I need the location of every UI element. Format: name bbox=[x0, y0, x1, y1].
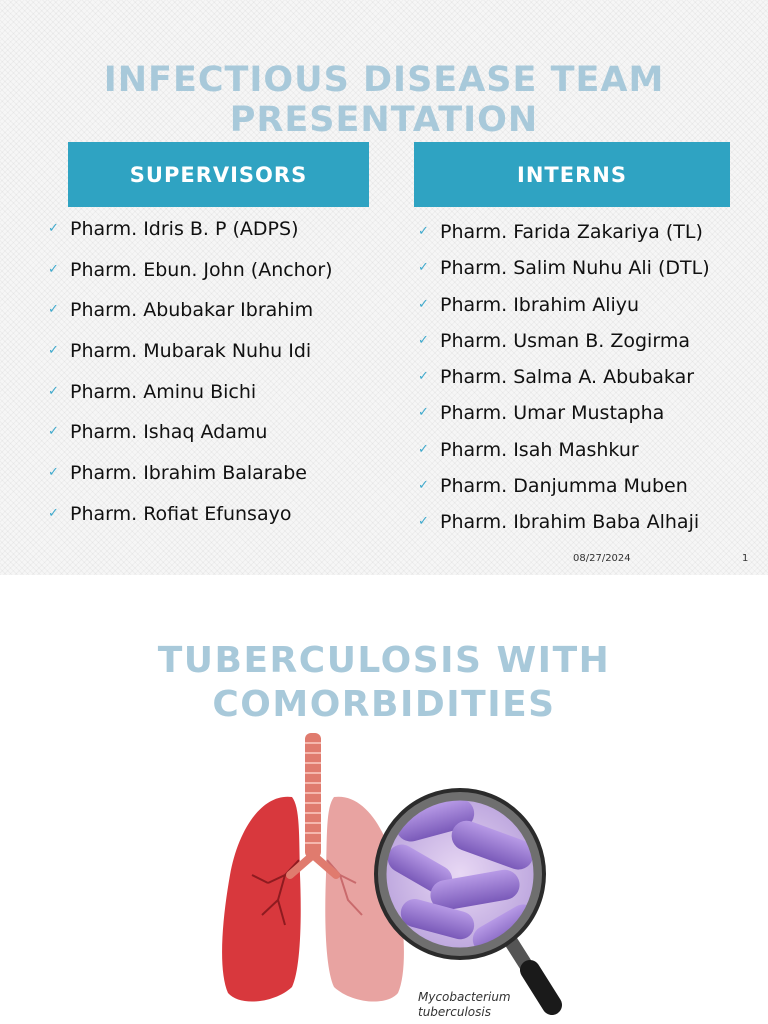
list-item: ✓ Pharm. Salma A. Abubakar bbox=[418, 366, 695, 389]
interns-list bbox=[418, 220, 710, 547]
title-line-1: TUBERCULOSIS WITH bbox=[157, 640, 611, 681]
slide-date: 08/27/2024 bbox=[573, 553, 631, 564]
title-line-1: INFECTIOUS DISEASE TEAM bbox=[103, 60, 665, 100]
list-item: ✓ Pharm. Ibrahim Aliyu bbox=[418, 293, 640, 316]
left-lung-icon bbox=[222, 797, 301, 1002]
checkmark-icon: ✓ bbox=[418, 441, 429, 457]
list-item: ✓ Pharm. Salim Nuhu Ali (DTL) bbox=[418, 257, 710, 280]
magnifying-glass-icon bbox=[376, 774, 544, 959]
magnifier-handle-icon bbox=[510, 940, 552, 1005]
interns-header: INTERNS bbox=[414, 142, 730, 207]
lungs-magnifier-illustration bbox=[0, 575, 768, 1024]
checkmark-icon: ✓ bbox=[418, 405, 429, 421]
supervisors-list bbox=[48, 217, 333, 543]
checkmark-icon: ✓ bbox=[418, 332, 429, 348]
checkmark-icon: ✓ bbox=[48, 505, 59, 521]
list-item: ✓ Pharm. Isah Mashkur bbox=[418, 438, 639, 461]
list-item: ✓ Pharm. Idris B. P (ADPS) bbox=[48, 218, 299, 240]
title-line-2: COMORBIDITIES bbox=[212, 684, 556, 725]
checkmark-icon: ✓ bbox=[48, 383, 59, 399]
list-item: ✓ Pharm. Usman B. Zogirma bbox=[418, 329, 690, 352]
slide-2 bbox=[0, 575, 768, 1024]
image-caption-line-1: Mycobacterium bbox=[418, 990, 511, 1004]
trachea-icon bbox=[305, 733, 321, 858]
checkmark-icon: ✓ bbox=[418, 369, 429, 385]
checkmark-icon: ✓ bbox=[418, 296, 429, 312]
checkmark-icon: ✓ bbox=[48, 221, 59, 236]
checkmark-icon: ✓ bbox=[48, 261, 59, 277]
checkmark-icon: ✓ bbox=[418, 260, 429, 276]
checkmark-icon: ✓ bbox=[418, 478, 429, 494]
supervisors-header: SUPERVISORS bbox=[68, 142, 369, 207]
list-item: ✓ Pharm. Ishaq Adamu bbox=[48, 421, 268, 444]
list-item: ✓ Pharm. Farida Zakariya (TL) bbox=[418, 221, 703, 243]
list-item: ✓ Pharm. Mubarak Nuhu Idi bbox=[48, 340, 312, 363]
checkmark-icon: ✓ bbox=[48, 302, 59, 318]
checkmark-icon: ✓ bbox=[48, 465, 59, 481]
list-item: ✓ Pharm. Ibrahim Baba Alhaji bbox=[418, 511, 700, 534]
list-item: ✓ Pharm. Umar Mustapha bbox=[418, 402, 665, 425]
checkmark-icon: ✓ bbox=[418, 514, 429, 530]
checkmark-icon: ✓ bbox=[48, 343, 59, 359]
list-item: ✓ Pharm. Rofiat Efunsayo bbox=[48, 502, 292, 525]
list-item: ✓ Pharm. Ebun. John (Anchor) bbox=[48, 258, 333, 281]
checkmark-icon: ✓ bbox=[418, 224, 429, 239]
slide-1-title bbox=[0, 60, 768, 140]
list-item: ✓ Pharm. Abubakar Ibrahim bbox=[48, 299, 314, 322]
list-item: ✓ Pharm. Danjumma Muben bbox=[418, 475, 688, 498]
title-line-2: PRESENTATION bbox=[229, 100, 539, 140]
page-number: 1 bbox=[742, 553, 749, 564]
checkmark-icon: ✓ bbox=[48, 424, 59, 440]
list-item: ✓ Pharm. Aminu Bichi bbox=[48, 380, 257, 403]
list-item: ✓ Pharm. Ibrahim Balarabe bbox=[48, 462, 307, 485]
image-caption-line-2: tuberculosis bbox=[418, 1005, 491, 1019]
